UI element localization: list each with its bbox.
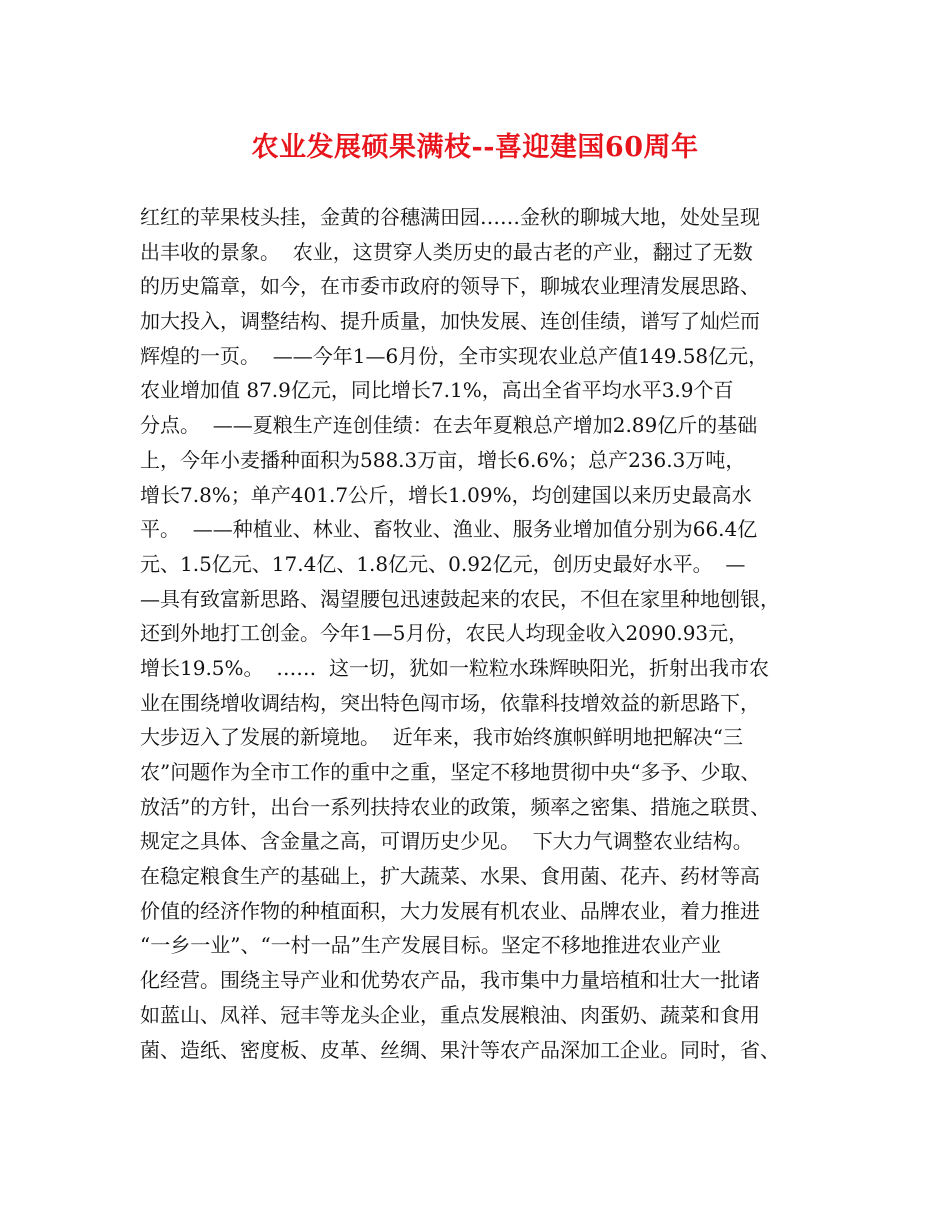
body-line: —具有致富新思路、渴望腰包迅速鼓起来的农民，不但在家里种地刨银， bbox=[140, 586, 780, 611]
body-line: 增长19.5%。 …… 这一切，犹如一粒粒水珠辉映阳光，折射出我市农 bbox=[140, 655, 769, 680]
body-line: 在稳定粮食生产的基础上，扩大蔬菜、水果、食用菌、花卉、药材等高 bbox=[140, 864, 760, 889]
body-line: 加大投入，调整结构、提升质量，加快发展、连创佳绩，谱写了灿烂而 bbox=[140, 309, 760, 334]
document-title: 农业发展硕果满枝--喜迎建国60周年 bbox=[251, 132, 699, 163]
body-line: 辉煌的一页。 ——今年1—6月份，全市实现农业总产值149.58亿元， bbox=[140, 343, 769, 368]
body-line: 出丰收的景象。 农业，这贯穿人类历史的最古老的产业，翻过了无数 bbox=[140, 239, 753, 264]
body-line: 价值的经济作物的种植面积，大力发展有机农业、品牌农业，着力推进 bbox=[140, 898, 760, 923]
body-line: 农业增加值 87.9亿元，同比增长7.1%，高出全省平均水平3.9个百 bbox=[140, 378, 734, 403]
body-line: 菌、造纸、密度板、皮革、丝绸、果汁等农产品深加工企业。同时，省、 bbox=[140, 1037, 780, 1062]
body-line: 如蓝山、凤祥、冠丰等龙头企业，重点发展粮油、肉蛋奶、蔬菜和食用 bbox=[140, 1002, 760, 1027]
body-line: “一乡一业”、“一村一品”生产发展目标。坚定不移地推进农业产业 bbox=[140, 933, 721, 958]
body-line: 元、1.5亿元、17.4亿、1.8亿元、0.92亿元，创历史最好水平。 — bbox=[140, 551, 746, 576]
body-line: 业在围绕增收调结构，突出特色闯市场，依靠科技增效益的新思路下， bbox=[140, 690, 760, 715]
body-line: 还到外地打工创金。今年1—5月份，农民人均现金收入2090.93元， bbox=[140, 621, 749, 646]
body-line: 规定之具体、含金量之高，可谓历史少见。 下大力气调整农业结构。 bbox=[140, 829, 753, 854]
body-line: 分点。 ——夏粮生产连创佳绩：在去年夏粮总产增加2.89亿斤的基础 bbox=[140, 413, 758, 438]
body-line: 的历史篇章，如今，在市委市政府的领导下，聊城农业理清发展思路、 bbox=[140, 274, 760, 299]
body-line: 增长7.8%；单产401.7公斤，增长1.09%，均创建国以来历史最高水 bbox=[140, 482, 752, 507]
body-line: 平。 ——种植业、林业、畜牧业、渔业、服务业增加值分别为66.4亿 bbox=[140, 517, 758, 542]
document-body bbox=[140, 200, 820, 1067]
body-line: 上，今年小麦播种面积为588.3万亩，增长6.6%；总产236.3万吨， bbox=[140, 447, 746, 472]
body-line: 化经营。围绕主导产业和优势农产品，我市集中力量培植和壮大一批诸 bbox=[140, 968, 760, 993]
body-line: 放活”的方针，出台一系列扶持农业的政策，频率之密集、措施之联贯、 bbox=[140, 794, 771, 819]
body-line: 大步迈入了发展的新境地。 近年来，我市始终旗帜鲜明地把解决“三 bbox=[140, 725, 743, 750]
body-line: 红红的苹果枝头挂，金黄的谷穗满田园……金秋的聊城大地，处处呈现 bbox=[140, 205, 760, 229]
body-line: 农”问题作为全市工作的重中之重，坚定不移地贯彻中央“多予、少取、 bbox=[140, 760, 761, 784]
